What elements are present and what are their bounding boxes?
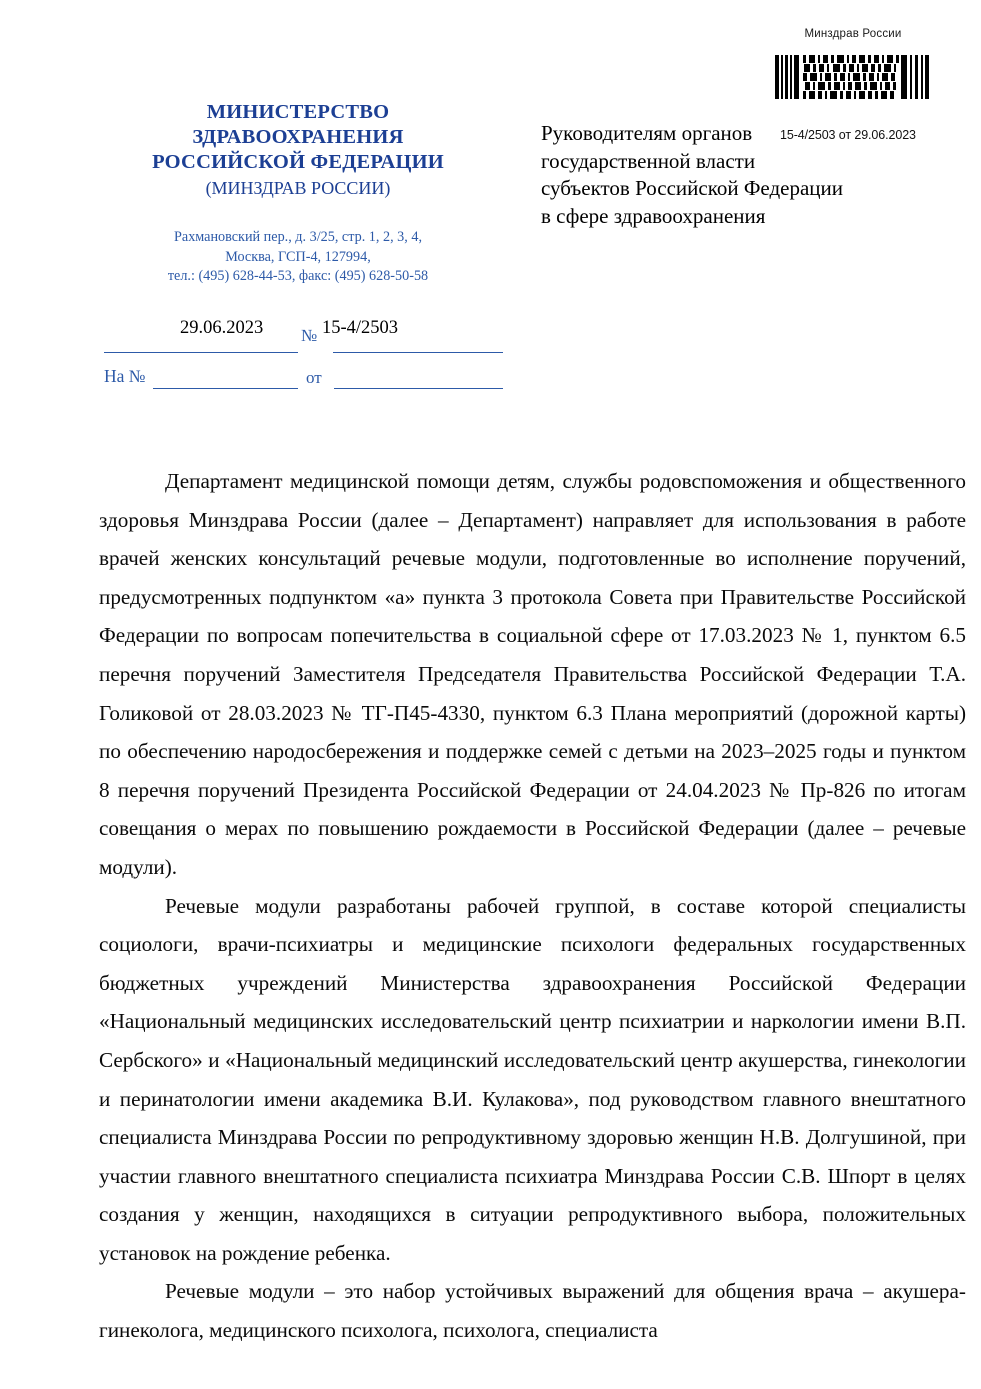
- addressee-line-3: субъектов Российской Федерации: [541, 176, 844, 200]
- letterhead: [88, 100, 508, 287]
- document-body: [99, 462, 966, 1350]
- body-paragraph-2: Речевые модули разработаны рабочей группой, в составе которой специалисты социологи, врачи-психиатры и медицинские психологи федеральных государственных бюджетных учреждений Министерства здравоохранения Российской Федерации «Национальный медицинских исследовательский центр психиатрии и наркологии имени В.П. Сербского» и «Национальный медицинский исследовательский центр акушерства, гинекологии и перинатологии имени академика В.И. Кулакова», под руководством главного внештатного специалиста Минздрава России по репродуктивному здоровью женщин Н.В. Долгушиной, при участии главного внештатного специалиста психиатра Минздрава России С.В. Шпорт в целях создания у женщин, находящихся в ситуации репродуктивного выбора, положительных установок на рождение ребенка.: [99, 893, 966, 1265]
- addressee-block: [541, 120, 941, 230]
- reference-block: [104, 318, 504, 387]
- rule-date: [104, 352, 298, 353]
- ministry-title-line-2: ЗДРАВООХРАНЕНИЯ: [192, 126, 404, 148]
- document-date: 29.06.2023: [180, 318, 264, 338]
- rule-reply-date: [334, 388, 503, 389]
- barcode-2d-icon: [773, 53, 933, 101]
- addressee-line-4: в сфере здравоохранения: [541, 203, 766, 228]
- document-number: 15-4/2503: [322, 318, 399, 338]
- address-line-city: Москва, ГСП-4, 127994,: [225, 248, 371, 265]
- ministry-title-line-3: РОССИЙСКОЙ ФЕДЕРАЦИИ: [152, 151, 444, 173]
- body-paragraph-1: Департамент медицинской помощи детям, службы родовспоможения и общественного здоровья Минздрава России (далее – Департамент) направляет для использования в работе врачей женских консультаций речевые модули, подготовленные во исполнение поручений, предусмотренных подпунктом «а» пункта 3 протокола Совета при Правительстве Российской Федерации по вопросам попечительства в социальной сфере от 17.03.2023 № 1, пунктом 6.5 перечня поручений Заместителя Председателя Правительства Российской Федерации Т.А. Голиковой от 28.03.2023 № ТГ-П45-4330, пунктом 6.3 Плана мероприятий (дорожной карты) по обеспечению народосбережения и поддержке семей с детьми на 2023–2025 годы и пунктом 8 перечня поручений Президента Российской Федерации от 24.04.2023 № Пр-826 по итогам совещания о мерах по повышению рождаемости в Российской Федерации (далее – речевые модули).: [99, 469, 966, 879]
- address-line-street: Рахмановский пер., д. 3/25, стр. 1, 2, 3, 4,: [174, 229, 422, 245]
- registration-stamp: [748, 28, 958, 142]
- body-paragraph-3: Речевые модули – это набор устойчивых выражений для общения врача – акушера-гинеколога, медицинского психолога, психолога, специалиста: [99, 1279, 966, 1343]
- stamp-organization-label: Минздрав России: [804, 28, 902, 40]
- number-symbol-label: №: [301, 326, 318, 345]
- rule-number: [333, 352, 503, 353]
- addressee-line-1: Руководителям органов: [541, 121, 753, 145]
- addressee-line-2: государственной власти: [541, 148, 756, 173]
- reply-date-label: от: [306, 368, 322, 387]
- reference-row-outgoing: [104, 318, 504, 348]
- barcode-container: [748, 53, 958, 101]
- ministry-short-name: (МИНЗДРАВ РОССИИ): [205, 178, 391, 198]
- address-line-phone: тел.: (495) 628-44-53, факс: (495) 628-50-58: [167, 268, 429, 284]
- stamp-reference-number: 15-4/2503 от 29.06.2023: [780, 128, 916, 142]
- ministry-title-line-1: МИНИСТЕРСТВО: [206, 101, 390, 123]
- ministry-address: [88, 228, 508, 287]
- reply-to-number-label: На №: [104, 366, 146, 386]
- rule-reply-number: [153, 388, 298, 389]
